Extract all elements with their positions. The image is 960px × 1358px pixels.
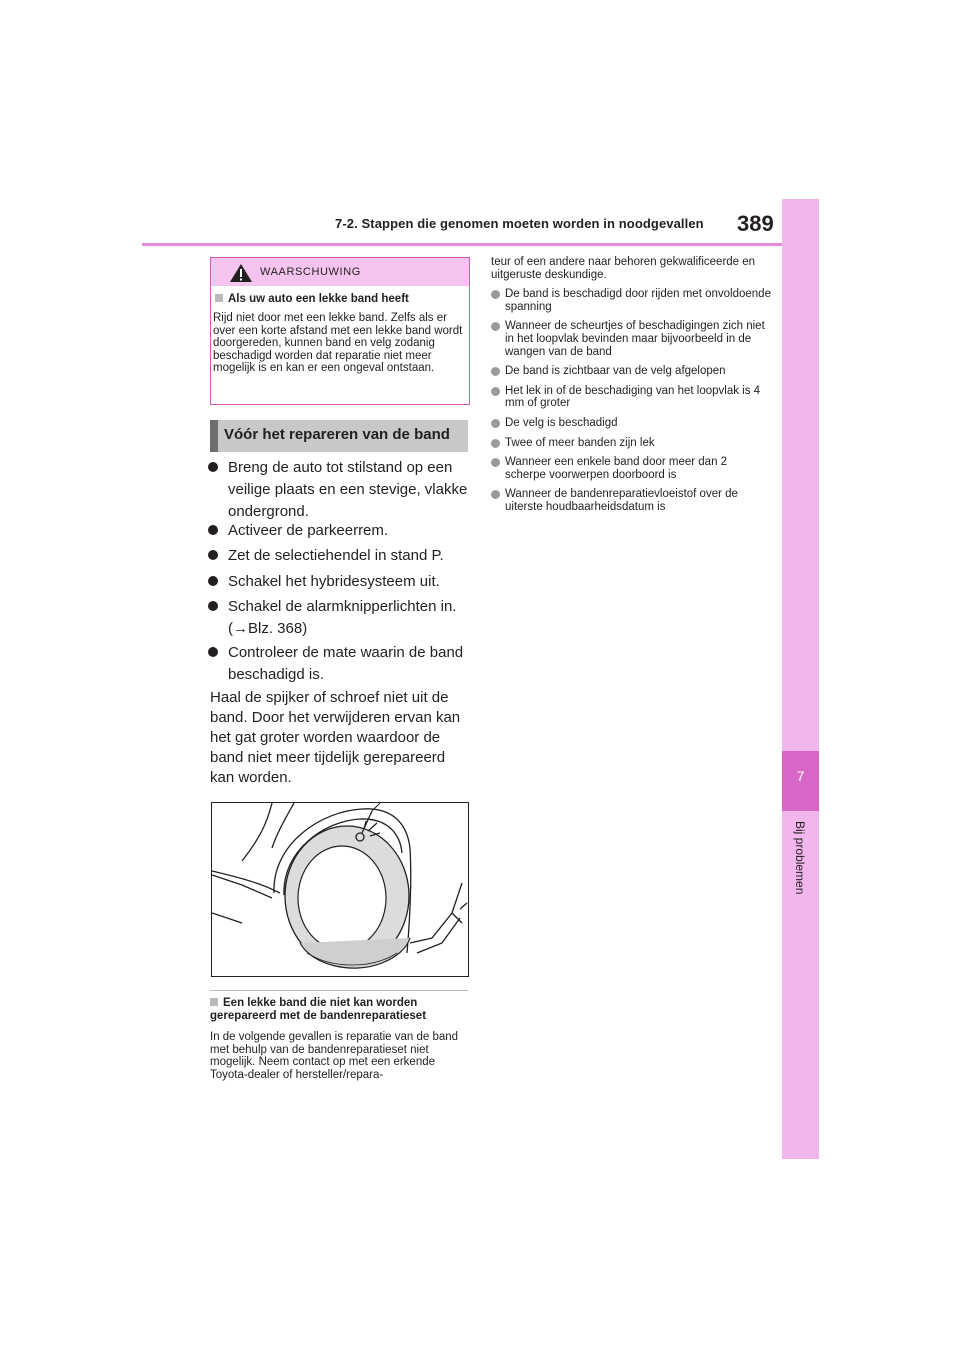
bullet-icon [208, 525, 218, 535]
step-item: Zet de selectiehendel in stand P. [208, 545, 470, 567]
list-item: Het lek in of de beschadiging van het loopvlak is 4 mm of groter [491, 385, 771, 410]
warning-header [211, 258, 469, 286]
list-item: Twee of meer banden zijn lek [491, 437, 771, 450]
bullet-icon [491, 387, 500, 396]
bullet-icon [491, 458, 500, 467]
bullet-icon [491, 419, 500, 428]
bullet-icon [491, 322, 500, 331]
step-item: Schakel de alarmknipperlichten in. (→Blz. 368) [208, 596, 470, 640]
warning-subheading: Als uw auto een lekke band heeft [215, 293, 409, 305]
bullet-icon [208, 550, 218, 560]
step-item: Activeer de parkeerrem. [208, 520, 470, 542]
section-heading-bar [210, 420, 218, 452]
bullet-icon [208, 462, 218, 472]
list-item: De velg is beschadigd [491, 417, 771, 430]
bullet-icon [208, 601, 218, 611]
right-column [491, 256, 771, 521]
bullet-icon [208, 576, 218, 586]
list-item: Wanneer een enkele band door meer dan 2 scherpe voorwerpen doorboord is [491, 456, 771, 481]
flat-tire-illustration-icon [212, 803, 468, 976]
subsection-divider [210, 990, 468, 991]
list-item: De band is zichtbaar van de velg afgelopen [491, 365, 771, 378]
subsection-body: In de volgende gevallen is reparatie van de band met behulp van de bandenreparatieset niet mogelijk. Neem contact op met een erkende Toyota-dealer of hersteller/repara- [210, 1031, 459, 1081]
chapter-label: Bij problemen [793, 821, 807, 895]
list-item: De band is beschadigd door rijden met onvoldoende spanning [491, 288, 771, 313]
page-number: 389 [737, 211, 774, 236]
subsection-heading: Een lekke band die niet kan worden gerepareerd met de bandenreparatieset [210, 997, 427, 1022]
section-title: 7-2. Stappen die genomen moeten worden in noodgevallen [335, 216, 704, 231]
chapter-side-tab [782, 199, 819, 1159]
bullet-icon [491, 367, 500, 376]
square-bullet-icon [215, 294, 223, 302]
section-heading-box [210, 420, 468, 452]
bullet-icon [491, 490, 500, 499]
warning-label: WAARSCHUWING [260, 266, 361, 278]
square-bullet-icon [210, 998, 218, 1006]
list-item: Wanneer de bandenreparatievloeistof over de uiterste houdbaarheidsdatum is [491, 488, 771, 513]
continuation-text: teur of een andere naar behoren gekwalificeerde en uitgeruste deskundige. [491, 256, 756, 281]
bullet-icon [208, 647, 218, 657]
section-heading: Vóór het repareren van de band [224, 426, 450, 443]
flat-tire-figure [211, 802, 469, 977]
warning-paragraph: Haal de spijker of schroef niet uit de band. Door het verwijderen ervan kan het gat groter worden waardoor de band niet meer tijdelijk gerepareerd kan worden. [210, 689, 461, 786]
warning-box [210, 257, 470, 405]
list-item: Wanneer de scheurtjes of beschadigingen zich niet in het loopvlak bevinden maar bijvoorbeeld in de wangen van de band [491, 320, 771, 358]
step-item: Breng de auto tot stilstand op een veilige plaats en een stevige, vlakke ondergrond. [208, 457, 470, 523]
header-divider [142, 243, 782, 246]
bullet-icon [491, 439, 500, 448]
warning-body: Rijd niet door met een lekke band. Zelfs als er over een korte afstand met een lekke band wordt doorgereden, kunnen band en velg zodanig beschadigd worden dat reparatie niet meer mogelijk is en kan er een ongeval ontstaan. [213, 312, 463, 375]
step-item: Controleer de mate waarin de band beschadigd is. [208, 642, 470, 686]
warning-triangle-icon [229, 263, 253, 283]
bullet-icon [491, 290, 500, 299]
step-item: Schakel het hybridesysteem uit. [208, 571, 470, 593]
chapter-number: 7 [796, 768, 805, 784]
